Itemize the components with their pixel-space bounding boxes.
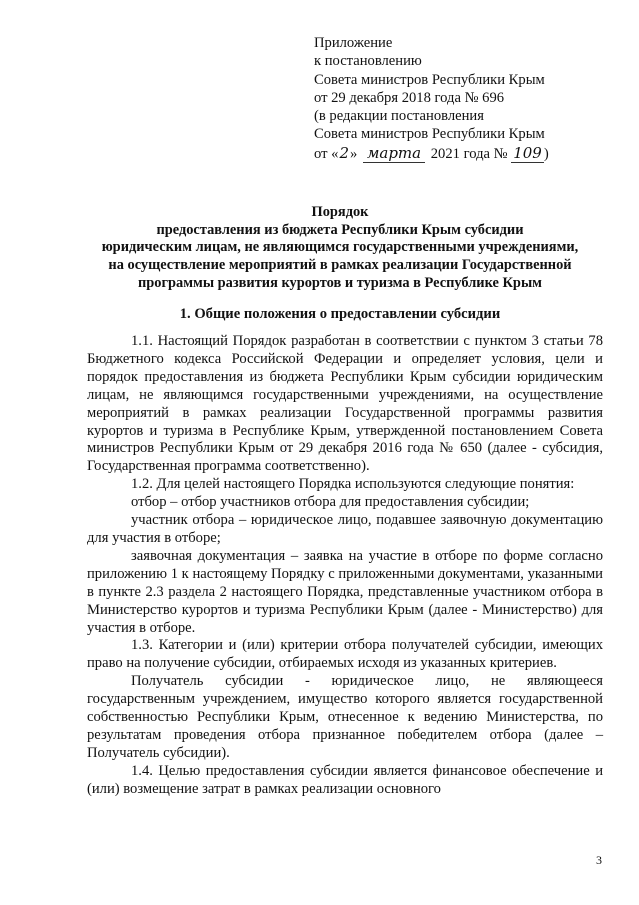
paragraph: отбор – отбор участников отбора для предоставления субсидии;: [131, 494, 530, 511]
paragraph: 1.4. Целью предоставления субсидии является финансовое обеспечение и (или) возмещение затрат в рамках реализации основного: [87, 762, 603, 797]
paragraph: 1.2. Для целей настоящего Порядка используются следующие понятия:: [131, 476, 575, 493]
date-suffix: ): [543, 145, 549, 162]
section-heading: 1. Общие положения о предоставлении субсидии: [179, 306, 501, 322]
annex-line: к постановлению: [314, 53, 422, 70]
title-line: программы развития курортов и туризма в Республике Крым: [138, 274, 542, 291]
annex-line: Приложение: [314, 35, 393, 51]
title-line: на осуществление мероприятий в рамках реализации Государственной: [108, 257, 572, 274]
paragraph: участник отбора – юридическое лицо, подавшее заявочную документацию для участия в отборе;: [87, 512, 603, 546]
paragraph: 1.3. Категории и (или) критерии отбора получателей субсидии, имеющих право на получение субсидии, отбираемых исходя из указанных критериев.: [87, 637, 603, 672]
annex-date-line: [314, 144, 614, 163]
paragraph: Получатель субсидии - юридическое лицо, не являющееся государственным учреждением, имущество которого является государственной собственностью Республики Крым, отнесенное к ведению Министерства, по результатам проведения отбора признанное победителем отбора (далее – Получатель субсидии).: [87, 673, 603, 761]
annex-line: Совета министров Республики Крым: [314, 126, 545, 143]
title-line: предоставления из бюджета Республики Крым субсидии: [156, 221, 524, 238]
title-line: Порядок: [311, 204, 369, 220]
annex-line: (в редакции постановления: [314, 108, 484, 125]
handwritten-month: марта: [363, 144, 425, 163]
paragraph: заявочная документация – заявка на участие в отборе по форме согласно приложению 1 к настоящему Порядку с приложенными документами, указанными в пункте 2.3 раздела 2 настоящего Порядка, представленные участником отбора в Министерство курортов и туризма Республики Крым (далее - Министерство) для участия в отборе.: [87, 547, 603, 636]
handwritten-day: 2: [339, 143, 349, 162]
title-line: юридическим лицам, не являющимся государственными учреждениями,: [101, 239, 579, 256]
date-year: 2021 года №: [430, 145, 508, 162]
annex-line: от 29 декабря 2018 года № 696: [314, 89, 505, 106]
document-title: [60, 204, 620, 293]
date-prefix: от «: [314, 145, 339, 162]
date-quote: »: [349, 145, 358, 162]
handwritten-number: 109: [513, 143, 542, 162]
annex-header: [314, 34, 614, 163]
paragraph: 1.1. Настоящий Порядок разработан в соответствии с пунктом 3 статьи 78 Бюджетного кодекса Российской Федерации и определяет условия, цели и порядок предоставления из бюджета Республики Крым субсидии юридическим лицам, не являющимся государственными учреждениями, на осуществление мероприятий в рамках реализации Государственной программы развития курортов и туризма в Республике Крым, утвержденной постановлением Совета министров Республики Крым от 29 декабря 2016 года № 650 (далее - субсидия, Государственная программа соответственно).: [87, 333, 603, 475]
annex-line: Совета министров Республики Крым: [314, 71, 545, 88]
page-number: 3: [596, 853, 602, 867]
document-body: [87, 333, 603, 799]
